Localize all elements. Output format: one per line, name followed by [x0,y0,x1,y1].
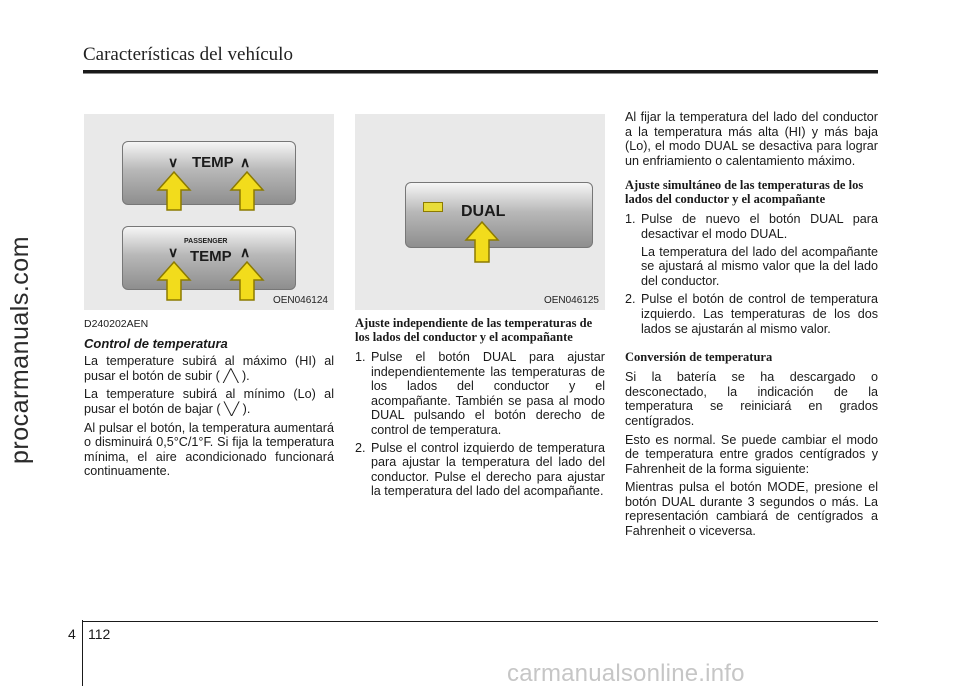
list-number: 2. [355,440,366,455]
column-1 [84,311,334,483]
paragraph: La temperature subirá al mínimo (Lo) al pusar el botón de bajar ( ╲╱ ). [84,387,334,416]
paragraph: Al pulsar el botón, la temperatura aumentará o disminuirá 0,5°C/1°F. Si fija la temperatura mínima, el aire acondicionado funcionará continuamente. [84,420,334,479]
temp-up-chevron-icon: ∧ [240,154,251,170]
section-code: D240202AEN [84,318,149,330]
list-item [625,212,878,241]
section-heading: Conversión de temperatura [625,350,773,365]
list-continuation: La temperatura del lado del acompañante se ajustará al mismo valor que la del lado del conductor. [641,244,878,288]
press-arrows-icon [84,114,334,310]
column-2 [355,312,605,502]
bottom-watermark[interactable]: carmanualsonline.info [507,660,745,687]
press-arrow-icon [355,114,605,310]
list-text: Pulse el botón de control de temperatura izquierdo. Las temperaturas de los dos lados se ajustarán al mismo valor. [641,292,878,336]
figure-dual-button [355,114,605,310]
passenger-temp-down-chevron-icon: ∨ [168,244,179,260]
footer-rule [82,621,878,622]
list-number: 2. [625,292,636,307]
paragraph: La temperature subirá al máximo (HI) al pusar el botón de subir ( ╱╲ ). [84,354,334,383]
temp-down-chevron-icon: ∨ [168,154,179,170]
figure-temp-buttons [84,114,334,310]
page-header-title: Características del vehículo [83,44,293,65]
figure-code: OEN046125 [543,295,599,306]
list-text: Pulse de nuevo el botón DUAL para desactivar el modo DUAL. [641,212,878,241]
paragraph: Esto es normal. Se puede cambiar el modo de temperatura entre grados centígrados y Fahrenheit de la forma siguiente: [625,432,878,476]
chapter-number: 4 [68,626,76,642]
section-subhead: Control de temperatura [84,335,228,351]
page-number: 112 [88,626,111,642]
paragraph: Mientras pulsa el botón MODE, presione el botón DUAL durante 3 segundos o más. La representación cambiará de centígrados a Fahrenheit o viceversa. [625,480,878,539]
list-item [355,350,605,438]
footer-rule-vertical [82,620,83,686]
list-text: Pulse el botón DUAL para ajustar independientemente las temperaturas de los lados del conductor y el acompañante. También se pasa al modo DUAL pulsando el botón derecho de control de temperatura. [371,350,605,437]
list-item [625,292,878,336]
passenger-temp-button-label: TEMP [190,248,232,265]
header-rule-thin [83,73,878,74]
list-item [355,441,605,499]
paragraph: Al fijar la temperatura del lado del conductor a la temperatura más alta (HI) y más baja (Lo), el modo DUAL se desactiva para lograr un enfriamiento o calentamiento máximo. [625,110,878,168]
passenger-label: PASSENGER [184,238,228,245]
temp-button-label: TEMP [192,154,234,171]
list-number: 1. [355,350,366,364]
column-3 [625,110,878,543]
dual-button-label: DUAL [461,203,506,220]
section-heading: Ajuste simultáneo de las temperaturas de los lados del conductor y el acompañante [625,178,864,207]
paragraph: Si la batería se ha descargado o desconectado, la indicación de la temperatura se reiniciará en grados centígrados. [625,370,878,428]
passenger-temp-up-chevron-icon: ∧ [240,244,251,260]
list-number: 1. [625,212,636,227]
list-text: Pulse el control izquierdo de temperatura para ajustar la temperatura del lado del conductor. Pulse el derecho para ajustar la temperatura del lado del acompañante. [371,440,605,499]
side-watermark[interactable]: procarmanuals.com [6,235,34,465]
section-heading: Ajuste independiente de las temperaturas de los lados del conductor y el acompañante [355,316,593,344]
figure-code: OEN046124 [272,295,328,306]
